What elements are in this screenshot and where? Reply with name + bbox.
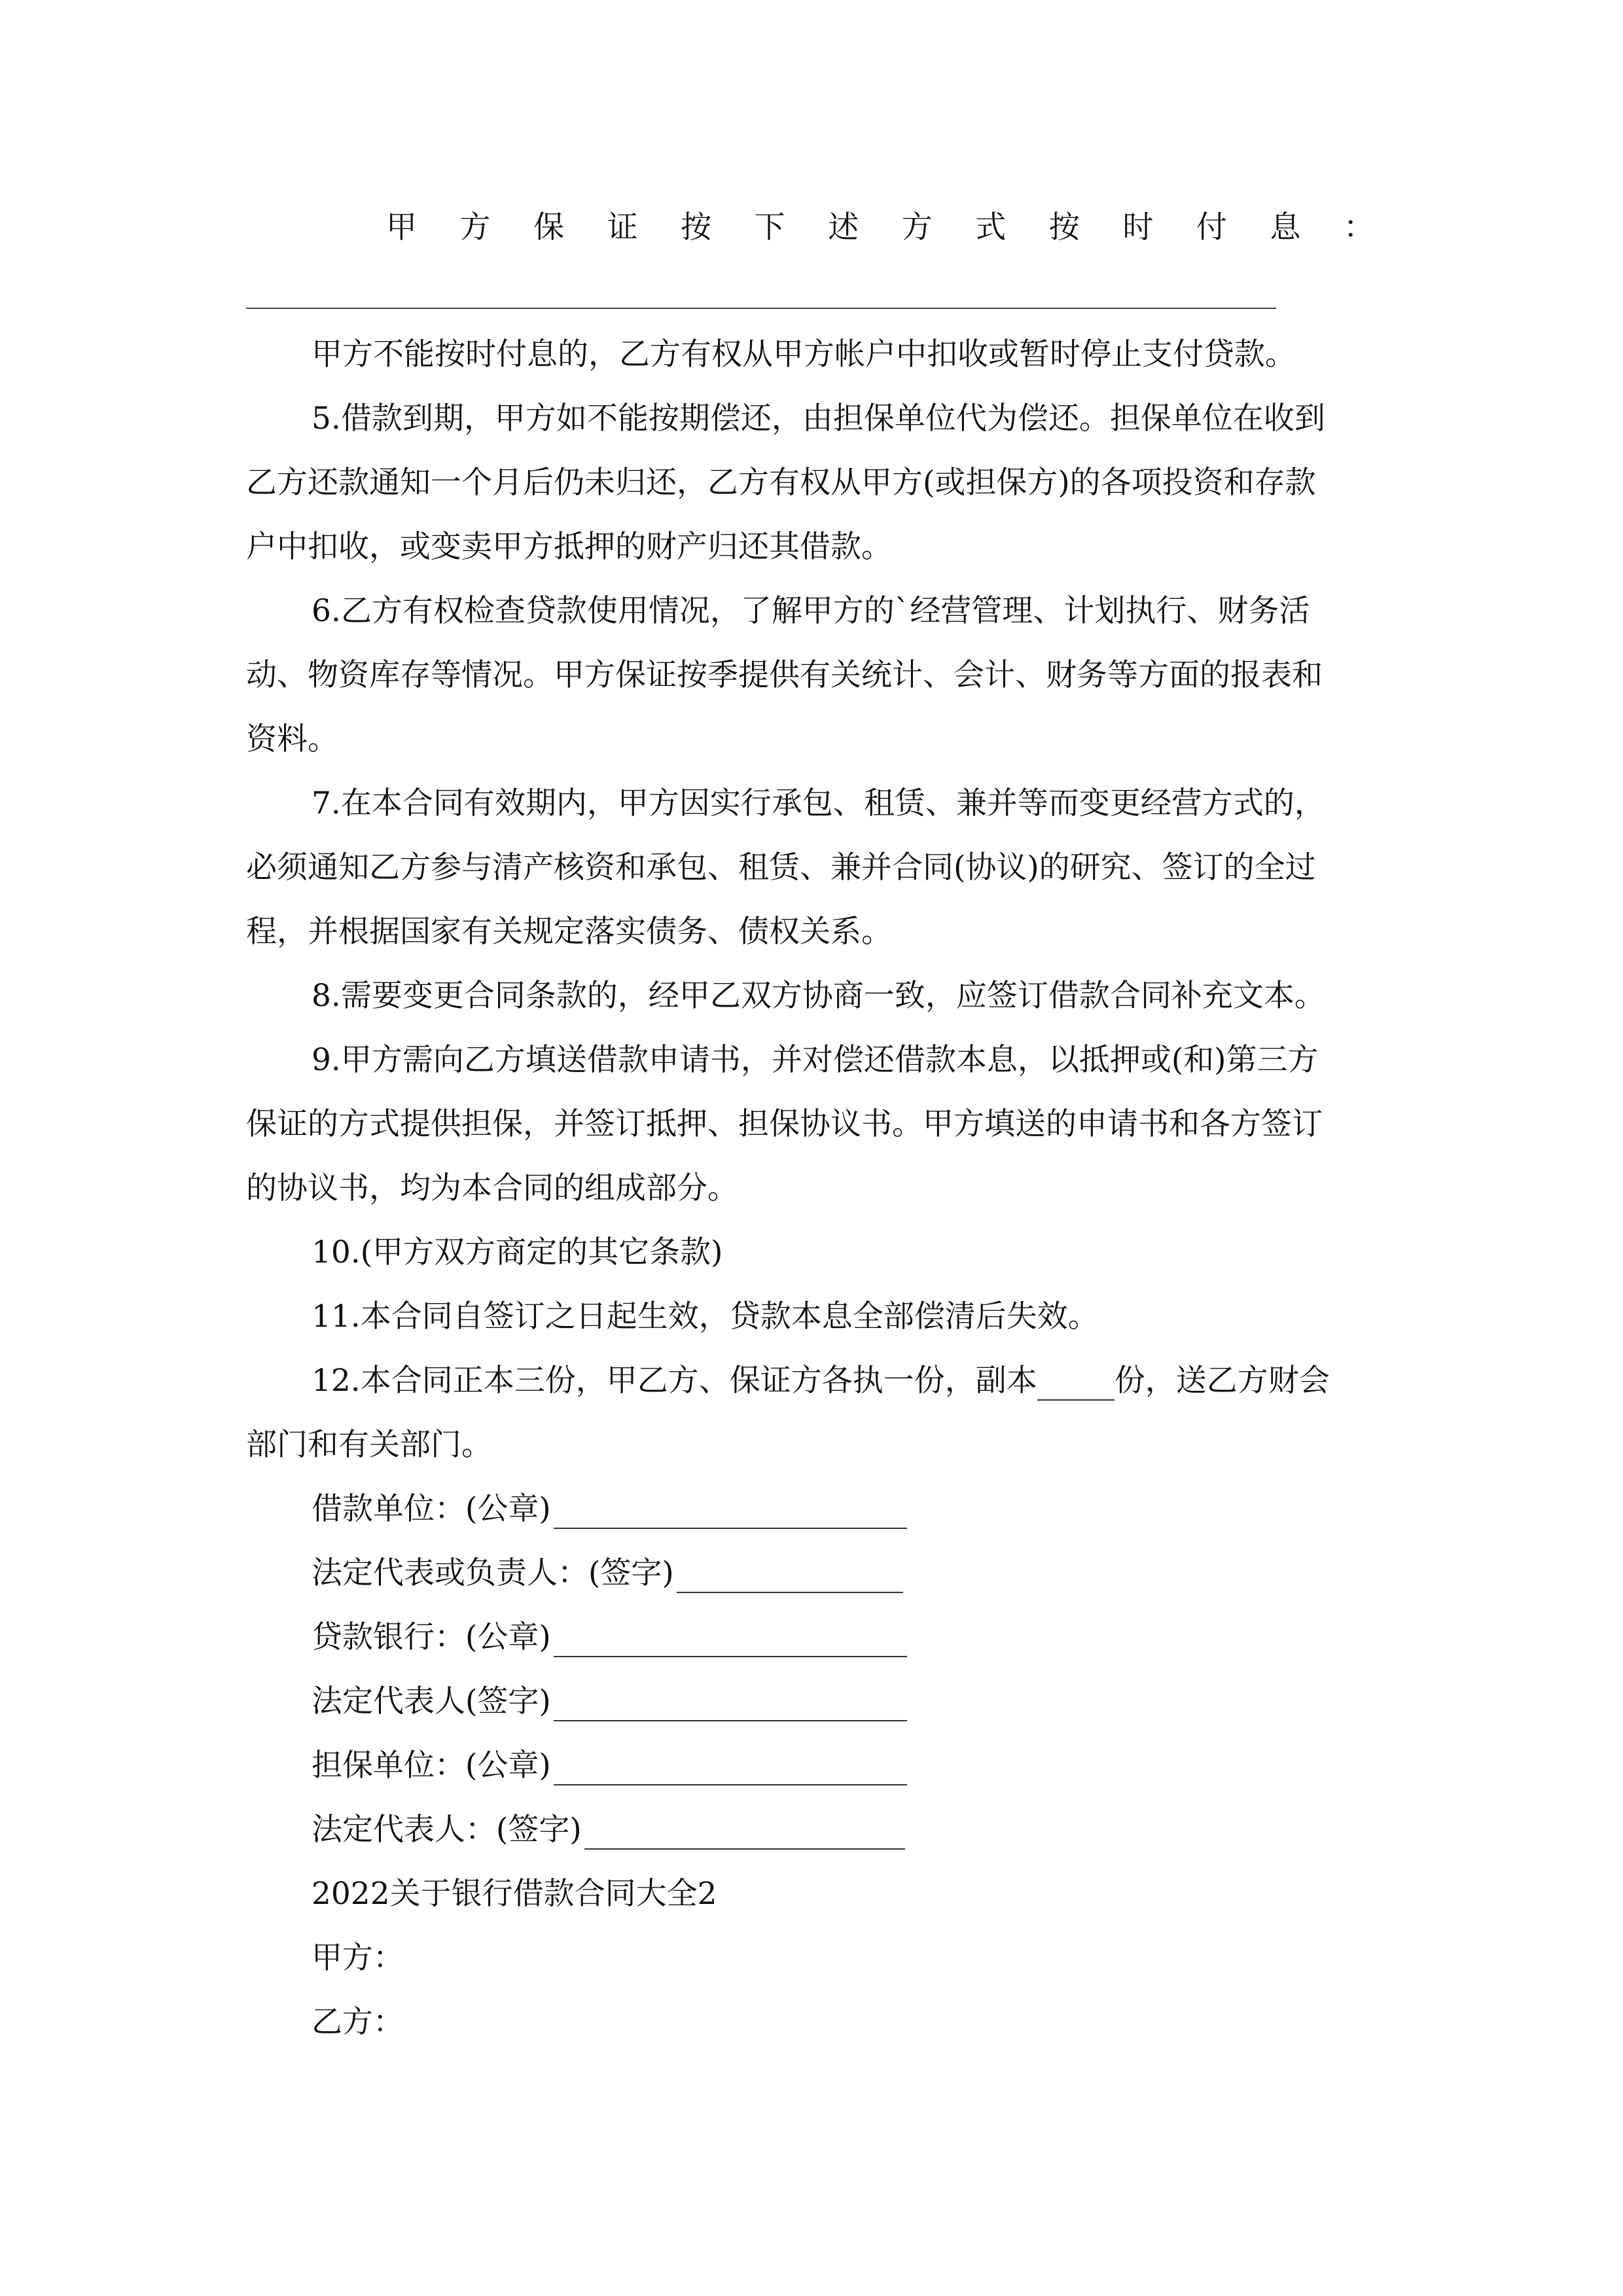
heading-char: 息 [1270,209,1301,245]
clause-12-line-1 [312,1361,1330,1401]
clause-5-line-1: 5.借款到期，甲方如不能按期偿还，由担保单位代为偿还。担保单位在收到 [312,401,1325,437]
heading-char: 下 [754,209,785,245]
party-a-label: 甲方： [312,1940,404,1976]
next-contract-title: 2022关于银行借款合同大全2 [312,1876,717,1912]
clause-6-line-1: 6.乙方有权检查贷款使用情况，了解甲方的`经营管理、计划执行、财务活 [312,593,1310,629]
signature-guarantor [312,1746,907,1785]
signature-bank-legal-rep [312,1682,907,1721]
signature-blank [554,1753,907,1785]
copies-blank [1037,1369,1115,1401]
paragraph-interest-default: 甲方不能按时付息的，乙方有权从甲方帐户中扣收或暂时停止支付贷款。 [312,336,1296,372]
clause-6-line-2: 动、物资库存等情况。甲方保证按季提供有关统计、会计、财务等方面的报表和 [246,657,1323,693]
heading-char: 时 [1122,209,1154,245]
signature-label: 法定代表人：(签字) [312,1812,582,1848]
clause-12-text-a: 12.本合同正本三份，甲乙方、保证方各执一份，副本 [312,1363,1037,1399]
signature-label: 借款单位：(公章) [312,1491,551,1527]
clause-7-line-1: 7.在本合同有效期内，甲方因实行承包、租赁、兼并等而变更经营方式的， [312,785,1325,821]
heading-char: 甲 [386,209,417,245]
clause-9-line-2: 保证的方式提供担保，并签订抵押、担保协议书。甲方填送的申请书和各方签订 [246,1106,1323,1142]
heading-char: 述 [828,209,859,245]
signature-label: 贷款银行：(公章) [312,1619,551,1655]
signature-blank [554,1624,907,1657]
clause-9-line-1: 9.甲方需向乙方填送借款申请书，并对偿还借款本息，以抵押或(和)第三方 [312,1042,1319,1078]
fill-in-blank-line [246,308,1276,309]
heading-char: 证 [607,209,638,245]
signature-lending-bank [312,1618,907,1657]
clause-10: 10.(甲方双方商定的其它条款) [312,1234,723,1270]
signature-guarantor-legal-rep [312,1810,905,1850]
clause-9-line-3: 的协议书，均为本合同的组成部分。 [246,1170,738,1206]
clause-5-line-3: 户中扣收，或变卖甲方抵押的财产归还其借款。 [246,529,892,565]
signature-blank [554,1689,907,1721]
signature-borrower [312,1490,907,1529]
signature-blank [584,1817,905,1850]
clause-12-text-b: 份，送乙方财会 [1114,1363,1330,1399]
clause-5-line-2: 乙方还款通知一个月后仍未归还，乙方有权从甲方(或担保方)的各项投资和存款 [246,465,1316,501]
signature-label: 担保单位：(公章) [312,1748,551,1784]
clause-6-line-3: 资料。 [246,721,338,757]
heading-char: 按 [1048,209,1080,245]
signature-label: 法定代表人(签字) [312,1683,551,1719]
clause-12-line-2: 部门和有关部门。 [246,1427,492,1463]
heading-char: 付 [1196,209,1227,245]
clause-8: 8.需要变更合同条款的，经甲乙双方协商一致，应签订借款合同补充文本。 [312,978,1325,1014]
interest-payment-heading [386,208,1374,247]
heading-char: 按 [681,209,712,245]
signature-blank [554,1496,907,1529]
heading-char: 保 [533,209,565,245]
clause-11: 11.本合同自签订之日起生效，贷款本息全部偿清后失效。 [312,1299,1099,1335]
clause-7-line-2: 必须通知乙方参与清产核资和承包、租赁、兼并合同(协议)的研究、签订的全过 [246,850,1316,886]
signature-label: 法定代表或负责人：(签字) [312,1555,674,1591]
party-b-label: 乙方： [312,2004,404,2040]
heading-char: 方 [901,209,933,245]
heading-char: 式 [975,209,1007,245]
clause-7-line-3: 程，并根据国家有关规定落实债务、债权关系。 [246,914,892,950]
signature-blank [677,1560,903,1593]
heading-char: ： [1343,209,1374,245]
signature-legal-rep-or-responsible [312,1554,903,1593]
heading-char: 方 [459,209,491,245]
